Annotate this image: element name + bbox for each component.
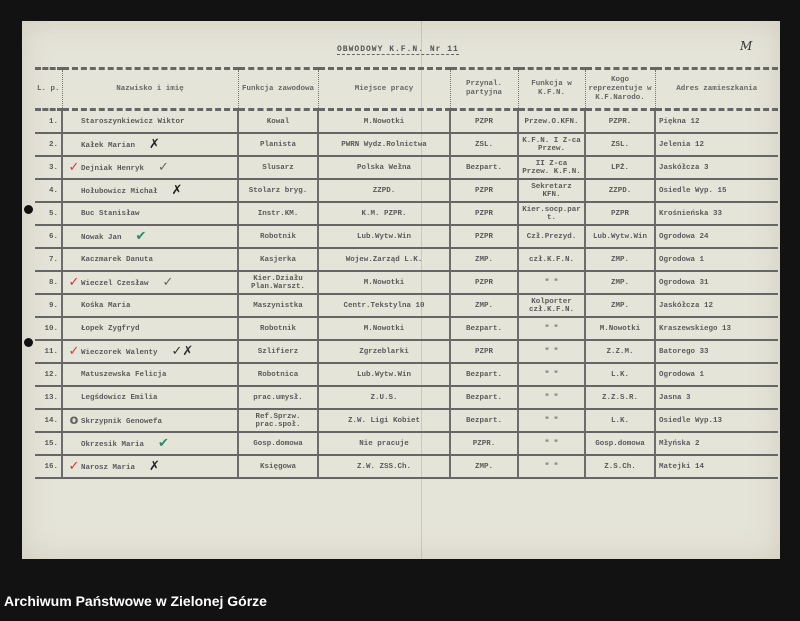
represents-cell: PZPR <box>585 202 655 225</box>
workplace-cell: Centr.Tekstylna 10 <box>318 294 450 317</box>
address-cell: Jasna 3 <box>655 386 778 409</box>
occupation-cell: Robotnica <box>238 363 318 386</box>
occupation-cell: Księgowa <box>238 455 318 478</box>
party-cell: Bezpart. <box>450 409 518 432</box>
check-mark: ✓ <box>162 274 174 290</box>
name-text: Nowak Jan <box>81 233 122 242</box>
column-header: Adres zamieszkania <box>655 69 778 110</box>
kfn-function-cell: czł.K.F.N. <box>518 248 585 271</box>
name-text: Staroszynkiewicz Wiktor <box>81 117 185 126</box>
red-check-mark: ✓ <box>68 458 80 474</box>
address-cell: Ogrodowa 1 <box>655 248 778 271</box>
workplace-cell: Lub.Wytw.Win <box>318 363 450 386</box>
represents-cell: ZMP. <box>585 294 655 317</box>
table-row <box>35 271 778 294</box>
occupation-cell: Kasjerka <box>238 248 318 271</box>
column-header: Funkcja zawodowa <box>238 69 318 110</box>
kfn-function-cell: Sekretarz KFN. <box>518 179 585 202</box>
kfn-function-cell: " " <box>518 455 585 478</box>
check-mark: ✓ <box>158 159 169 175</box>
check-x-mark: ✓✗ <box>171 343 194 359</box>
row-number-cell: 9. <box>35 294 62 317</box>
name-cell <box>62 110 238 134</box>
address-cell: Osiedle Wyp.13 <box>655 409 778 432</box>
occupation-cell: Kowal <box>238 110 318 134</box>
green-check-mark: ✔ <box>135 228 147 244</box>
name-text: Kośka Maria <box>81 301 131 310</box>
occupation-cell: Kier.Działu Plan.Warszt. <box>238 271 318 294</box>
workplace-cell: Z.W. ZSS.Ch. <box>318 455 450 478</box>
kfn-function-cell: Kolporter czł.K.F.N. <box>518 294 585 317</box>
name-cell <box>62 179 238 202</box>
row-number-cell: 10. <box>35 317 62 340</box>
workplace-cell: M.Nowotki <box>318 317 450 340</box>
address-cell: Matejki 14 <box>655 455 778 478</box>
kfn-function-cell: " " <box>518 409 585 432</box>
address-cell: Ogrodowa 1 <box>655 363 778 386</box>
name-text: Łopek Zygfryd <box>81 324 140 333</box>
party-cell: PZPR <box>450 110 518 134</box>
name-cell <box>62 225 238 248</box>
name-text: Narosz Maria <box>81 463 136 472</box>
table-row <box>35 202 778 225</box>
margin-mark-slot <box>67 460 81 474</box>
circle-mark: o <box>69 412 79 428</box>
table-row <box>35 455 778 478</box>
name-text: Okrzesik Maria <box>81 440 145 449</box>
occupation-cell: Planista <box>238 133 318 156</box>
column-header: Kogo reprezentuje w K.F.Narodo. <box>585 69 655 110</box>
table-row <box>35 248 778 271</box>
kfn-function-cell: " " <box>518 271 585 294</box>
represents-cell: Gosp.domowa <box>585 432 655 455</box>
table-row <box>35 156 778 179</box>
represents-cell: ZZPD. <box>585 179 655 202</box>
kfn-function-cell: Kier.socp.part. <box>518 202 585 225</box>
x-mark: ✗ <box>171 182 183 198</box>
row-number-cell: 12. <box>35 363 62 386</box>
name-cell <box>62 409 238 432</box>
occupation-cell: Maszynistka <box>238 294 318 317</box>
document-title: OBWODOWY K.F.N. Nr 11 <box>337 45 459 54</box>
represents-cell: Z.Z.M. <box>585 340 655 363</box>
address-cell: Piękna 12 <box>655 110 778 134</box>
name-cell <box>62 294 238 317</box>
table-row <box>35 110 778 134</box>
address-cell: Jaskółcza 3 <box>655 156 778 179</box>
occupation-cell: Gosp.domowa <box>238 432 318 455</box>
represents-cell: Lub.Wytw.Win <box>585 225 655 248</box>
workplace-cell: PWRN Wydz.Rolnictwa <box>318 133 450 156</box>
name-cell <box>62 317 238 340</box>
row-number-cell: 7. <box>35 248 62 271</box>
kfn-function-cell: " " <box>518 317 585 340</box>
margin-mark-slot <box>67 276 81 290</box>
workplace-cell: Polska Wełna <box>318 156 450 179</box>
occupation-cell: Robotnik <box>238 317 318 340</box>
red-check-mark: ✓ <box>68 159 80 175</box>
workplace-cell: K.M. PZPR. <box>318 202 450 225</box>
name-cell <box>62 248 238 271</box>
occupation-cell: Instr.KM. <box>238 202 318 225</box>
punch-hole <box>24 338 33 347</box>
address-cell: Jelenia 12 <box>655 133 778 156</box>
workplace-cell: Z.W. Ligi Kobiet <box>318 409 450 432</box>
row-number-cell: 13. <box>35 386 62 409</box>
row-number-cell: 4. <box>35 179 62 202</box>
party-cell: ZSL. <box>450 133 518 156</box>
name-text: Kałek Marian <box>81 141 136 150</box>
party-cell: PZPR <box>450 179 518 202</box>
x-mark: ✗ <box>149 458 160 474</box>
table-row <box>35 179 778 202</box>
column-header: Przynal. partyjna <box>450 69 518 110</box>
party-cell: PZPR <box>450 271 518 294</box>
table-row <box>35 363 778 386</box>
party-cell: Bezpart. <box>450 386 518 409</box>
name-cell <box>62 271 238 294</box>
row-number-cell: 15. <box>35 432 62 455</box>
represents-cell: ZSL. <box>585 133 655 156</box>
represents-cell: ZMP. <box>585 271 655 294</box>
kfn-function-cell: " " <box>518 363 585 386</box>
kfn-function-cell: K.F.N. I Z-ca Przew. <box>518 133 585 156</box>
name-cell <box>62 133 238 156</box>
address-cell: Młyńska 2 <box>655 432 778 455</box>
row-number-cell: 16. <box>35 455 62 478</box>
table-row <box>35 225 778 248</box>
workplace-cell: Lub.Wytw.Win <box>318 225 450 248</box>
name-text: Matuszewska Felicja <box>81 370 167 379</box>
name-text: Buc Stanisław <box>81 209 140 218</box>
name-text: Skrzypnik Genowefa <box>81 417 163 426</box>
row-number-cell: 11. <box>35 340 62 363</box>
name-cell <box>62 432 238 455</box>
workplace-cell: Nie pracuje <box>318 432 450 455</box>
kfn-function-cell: " " <box>518 432 585 455</box>
margin-mark-slot <box>67 161 81 175</box>
occupation-cell: Robotnik <box>238 225 318 248</box>
column-header: Funkcja w K.F.N. <box>518 69 585 110</box>
represents-cell: Z.S.Ch. <box>585 455 655 478</box>
workplace-cell: Zgrzeblarki <box>318 340 450 363</box>
row-number-cell: 5. <box>35 202 62 225</box>
occupation-cell: Slusarz <box>238 156 318 179</box>
name-cell <box>62 340 238 363</box>
address-cell: Jaskółcza 12 <box>655 294 778 317</box>
address-cell: Batorego 33 <box>655 340 778 363</box>
party-cell: ZMP. <box>450 455 518 478</box>
occupation-cell: Ref.Sprzw. prac.społ. <box>238 409 318 432</box>
name-text: Wieczel Czesław <box>81 279 149 288</box>
party-cell: PZPR <box>450 202 518 225</box>
row-number-cell: 2. <box>35 133 62 156</box>
row-number-cell: 8. <box>35 271 62 294</box>
workplace-cell: Z.U.S. <box>318 386 450 409</box>
party-cell: PZPR. <box>450 432 518 455</box>
party-cell: Bezpart. <box>450 363 518 386</box>
table-row <box>35 133 778 156</box>
table-row <box>35 317 778 340</box>
name-text: Hołubowicz Michał <box>81 187 158 196</box>
red-check-mark: ✓ <box>68 343 80 359</box>
party-cell: ZMP. <box>450 294 518 317</box>
name-cell <box>62 455 238 478</box>
column-header: Nazwisko i imię <box>62 69 238 110</box>
name-text: Dejniak Henryk <box>81 164 145 173</box>
address-cell: Kraszewskiego 13 <box>655 317 778 340</box>
workplace-cell: ZZPD. <box>318 179 450 202</box>
name-cell <box>62 156 238 179</box>
represents-cell: Z.Z.S.R. <box>585 386 655 409</box>
row-number-cell: 14. <box>35 409 62 432</box>
represents-cell: L.K. <box>585 363 655 386</box>
occupation-cell: prac.umysł. <box>238 386 318 409</box>
workplace-cell: Wojew.Zarząd L.K. <box>318 248 450 271</box>
party-cell: PZPR <box>450 225 518 248</box>
workplace-cell: M.Nowotki <box>318 110 450 134</box>
address-cell: Krośnieńska 33 <box>655 202 778 225</box>
party-cell: Bezpart. <box>450 156 518 179</box>
name-cell <box>62 363 238 386</box>
column-header: Miejsce pracy <box>318 69 450 110</box>
represents-cell: ZMP. <box>585 248 655 271</box>
kfn-function-cell: Przew.O.KFN. <box>518 110 585 134</box>
represents-cell: LPŻ. <box>585 156 655 179</box>
row-number-cell: 1. <box>35 110 62 134</box>
table-row <box>35 409 778 432</box>
column-header: L. p. <box>35 69 62 110</box>
name-text: Wieczorek Walenty <box>81 348 158 357</box>
table-row <box>35 386 778 409</box>
represents-cell: PZPR. <box>585 110 655 134</box>
kfn-function-cell: II Z-ca Przew. K.F.N. <box>518 156 585 179</box>
address-cell: Ogrodowa 31 <box>655 271 778 294</box>
name-cell <box>62 386 238 409</box>
occupation-cell: Szlifierz <box>238 340 318 363</box>
kfn-function-cell: " " <box>518 386 585 409</box>
kfn-function-cell: Czł.Prezyd. <box>518 225 585 248</box>
table-header <box>35 69 778 110</box>
margin-mark-slot <box>67 345 81 359</box>
name-text: Legśdowicz Emilia <box>81 393 158 402</box>
green-check-mark: ✔ <box>158 435 169 451</box>
table-row <box>35 432 778 455</box>
occupation-cell: Stolarz bryg. <box>238 179 318 202</box>
row-number-cell: 6. <box>35 225 62 248</box>
represents-cell: L.K. <box>585 409 655 432</box>
address-cell: Osiedle Wyp. 15 <box>655 179 778 202</box>
name-cell <box>62 202 238 225</box>
archive-caption: Archiwum Państwowe w Zielonej Górze <box>4 593 267 609</box>
punch-hole <box>24 205 33 214</box>
margin-mark-slot <box>67 414 81 428</box>
document-page <box>22 21 780 559</box>
page-mark: M <box>740 39 753 53</box>
party-cell: Bezpart. <box>450 317 518 340</box>
row-number-cell: 3. <box>35 156 62 179</box>
members-table <box>35 67 778 479</box>
party-cell: ZMP. <box>450 248 518 271</box>
x-mark: ✗ <box>149 136 160 152</box>
red-check-mark: ✓ <box>68 274 80 290</box>
workplace-cell: M.Nowotki <box>318 271 450 294</box>
address-cell: Ogrodowa 24 <box>655 225 778 248</box>
party-cell: PZPR <box>450 340 518 363</box>
table-row <box>35 294 778 317</box>
name-text: Kaczmarek Danuta <box>81 255 154 264</box>
kfn-function-cell: " " <box>518 340 585 363</box>
table-row <box>35 340 778 363</box>
represents-cell: M.Nowotki <box>585 317 655 340</box>
